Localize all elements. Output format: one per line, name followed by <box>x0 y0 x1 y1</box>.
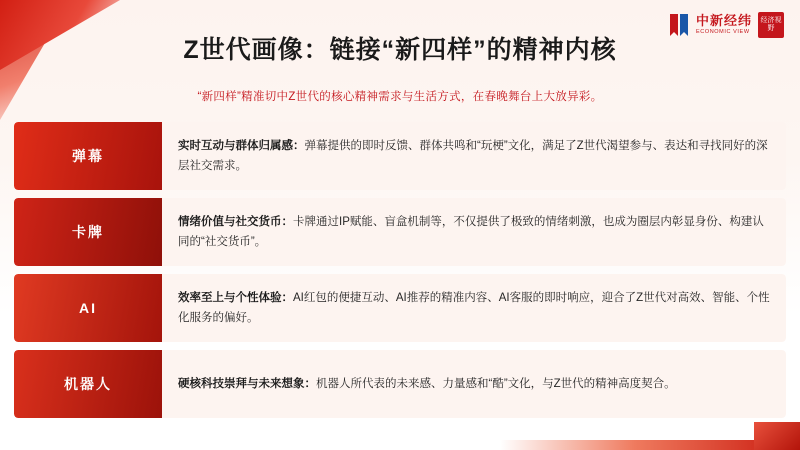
row-tag-label: 弹幕 <box>14 122 162 190</box>
row-body <box>162 122 786 190</box>
page-subtitle: “新四样”精准切中Z世代的核心精神需求与生活方式，在春晚舞台上大放异彩。 <box>197 91 603 103</box>
row-description: 卡牌通过IP赋能、盲盒机制等，不仅提供了极致的情绪刺激，也成为圈层内彰显身份、构建认同的“社交货币”。 <box>178 215 764 248</box>
row-body <box>162 350 786 418</box>
content-rows <box>14 122 786 418</box>
row-body <box>162 274 786 342</box>
list-item <box>14 122 786 190</box>
list-item <box>14 198 786 266</box>
logo-brand-en: ECONOMIC VIEW <box>695 29 750 36</box>
row-lead: 效率至上与个性体验： <box>178 291 293 304</box>
row-text <box>178 212 770 252</box>
row-text <box>178 136 770 176</box>
row-lead: 情绪价值与社交货币： <box>178 215 293 228</box>
row-tag-label: 机器人 <box>14 350 162 418</box>
decorative-bottom-block <box>754 422 800 450</box>
row-description: 机器人所代表的未来感、力量感和“酷”文化，与Z世代的精神高度契合。 <box>316 377 676 390</box>
row-lead: 实时互动与群体归属感： <box>178 139 305 152</box>
row-body <box>162 198 786 266</box>
row-tag-label: AI <box>14 274 162 342</box>
list-item <box>14 350 786 418</box>
row-description: AI红包的便捷互动、AI推荐的精准内容、AI客服的即时响应，迎合了Z世代对高效、智能、个性化服务的偏好。 <box>178 291 770 324</box>
logo-brand-cn: 中新经纬 <box>695 13 752 29</box>
row-tag-label: 卡牌 <box>14 198 162 266</box>
logo-seal: 经济视野 <box>758 12 784 38</box>
row-text <box>178 374 676 394</box>
page-title: Z世代画像：链接“新四样”的精神内核 <box>183 36 617 64</box>
row-description: 弹幕提供的即时反馈、群体共鸣和“玩梗”文化，满足了Z世代渴望参与、表达和寻找同好的深层社交需求。 <box>178 139 768 172</box>
row-lead: 硬核科技崇拜与未来想象： <box>178 377 316 390</box>
list-item <box>14 274 786 342</box>
row-text <box>178 288 770 328</box>
